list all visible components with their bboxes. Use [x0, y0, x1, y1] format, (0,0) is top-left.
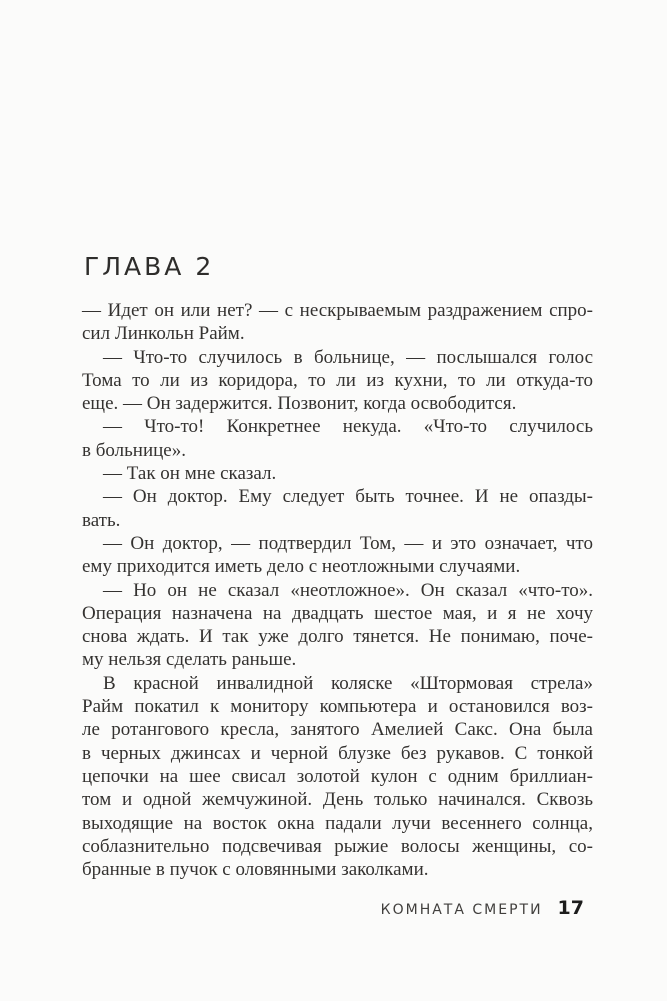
text-line: — Он доктор, — подтвердил Том, — и это означает, что — [103, 532, 593, 554]
text-line: — Он доктор. Ему следует быть точнее. И не опазды- — [103, 486, 593, 508]
paragraph — [82, 346, 593, 416]
text-line: В красной инвалидной коляске «Штормовая стрела» — [103, 672, 593, 694]
paragraph — [82, 672, 593, 882]
text-line: — Но он не сказал «неотложное». Он сказал «что-то». — [103, 579, 593, 601]
text-line: соблазнительно подсвечивая рыжие волосы женщины, со- — [82, 835, 593, 857]
paragraph — [82, 579, 593, 672]
text-line: — Что-то случилось в больнице, — послышался голос — [103, 346, 593, 368]
page-number: 17 — [557, 897, 584, 919]
paragraph — [82, 485, 593, 532]
text-line: ему приходится иметь дело с неотложными случаями. — [82, 556, 521, 578]
text-line: — Так он мне сказал. — [103, 463, 277, 485]
paragraph — [82, 462, 593, 485]
page-footer — [381, 897, 584, 919]
text-line: выходящие на восток окна падали лучи весеннего солнца, — [82, 812, 593, 834]
paragraph — [82, 532, 593, 579]
text-line: ле ротангового кресла, занятого Амелией Сакс. Она была — [82, 719, 593, 741]
paragraph — [82, 415, 593, 462]
text-line: — Что-то! Конкретнее некуда. «Что-то случилось — [103, 416, 593, 438]
text-line: еще. — Он задержится. Позвонит, когда освободится. — [82, 393, 517, 415]
text-line: бранные в пучок с оловянными заколками. — [82, 859, 429, 881]
text-block — [82, 299, 593, 881]
text-line: снова ждать. И так уже долго тянется. Не понимаю, поче- — [82, 626, 593, 648]
text-line: му нельзя сделать раньше. — [82, 649, 297, 671]
running-title: КОМНАТА СМЕРТИ — [380, 902, 543, 918]
text-line: том и одной жемчужиной. День только начинался. Сквозь — [82, 789, 593, 811]
text-line: в черных джинсах и черной блузке без рукавов. С тонкой — [82, 742, 593, 764]
text-line: Тома то ли из коридора, то ли из кухни, то ли откуда-то — [82, 369, 593, 391]
text-line: Райм покатил к монитору компьютера и остановился воз- — [82, 696, 593, 718]
paragraph — [82, 299, 593, 346]
text-line: — Идет он или нет? — с нескрываемым раздражением спро- — [82, 300, 593, 321]
text-line: Операция назначена на двадцать шестое мая, и я не хочу — [82, 602, 593, 624]
text-line: в больнице». — [82, 439, 186, 461]
text-line: сил Линкольн Райм. — [82, 323, 245, 345]
text-line: вать. — [82, 509, 121, 531]
text-line: цепочки на шее свисал золотой кулон с одним бриллиан- — [82, 765, 593, 787]
chapter-heading: ГЛАВА 2 — [84, 252, 215, 281]
